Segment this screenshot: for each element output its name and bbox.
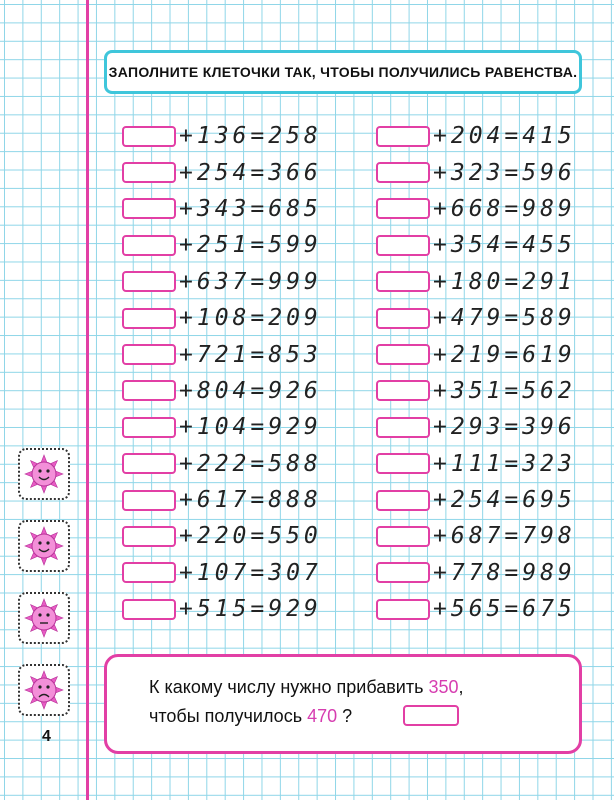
blank-answer-box[interactable] [376, 235, 430, 256]
equation-row [122, 518, 342, 554]
equation-expression: +515=929 [179, 596, 322, 623]
sun-face-neutral-icon [22, 596, 66, 640]
blank-answer-box[interactable] [376, 308, 430, 329]
equation-row [376, 154, 596, 190]
blank-answer-box[interactable] [122, 162, 176, 183]
sun-face-smile-icon [22, 452, 66, 496]
equation-expression: +219=619 [433, 341, 576, 368]
equation-row [376, 336, 596, 372]
blank-answer-box[interactable] [376, 562, 430, 583]
equation-row [376, 191, 596, 227]
equation-expression: +354=455 [433, 232, 576, 259]
equation-row [122, 591, 342, 627]
blank-answer-box[interactable] [122, 126, 176, 147]
blank-answer-box[interactable] [376, 271, 430, 292]
equation-row [376, 409, 596, 445]
equations-left-column [122, 118, 342, 627]
task-instruction [104, 50, 582, 94]
equation-row [376, 482, 596, 518]
question-line-1: К какому числу нужно прибавить 350, [149, 677, 464, 697]
blank-answer-box[interactable] [122, 526, 176, 547]
blank-answer-box[interactable] [122, 344, 176, 365]
equation-row [122, 336, 342, 372]
blank-answer-box[interactable] [122, 453, 176, 474]
self-check-card[interactable] [18, 448, 70, 500]
equation-row [122, 373, 342, 409]
equation-expression: +351=562 [433, 377, 576, 404]
equation-expression: +293=396 [433, 414, 576, 441]
equation-row [376, 300, 596, 336]
equation-row [376, 227, 596, 263]
equation-row [122, 191, 342, 227]
equation-expression: +323=596 [433, 159, 576, 186]
self-check-icons [18, 448, 74, 736]
equation-row [376, 591, 596, 627]
blank-answer-box[interactable] [122, 599, 176, 620]
equation-expression: +254=695 [433, 487, 576, 514]
equation-expression: +111=323 [433, 450, 576, 477]
blank-answer-box[interactable] [122, 235, 176, 256]
equation-expression: +180=291 [433, 268, 576, 295]
addend-number: 350 [428, 677, 459, 697]
equation-expression: +565=675 [433, 596, 576, 623]
blank-answer-box[interactable] [376, 380, 430, 401]
equation-expression: +721=853 [179, 341, 322, 368]
equation-expression: +222=588 [179, 450, 322, 477]
blank-answer-box[interactable] [376, 344, 430, 365]
equation-expression: +479=589 [433, 305, 576, 332]
equation-row [122, 409, 342, 445]
blank-answer-box[interactable] [376, 417, 430, 438]
answer-input-box[interactable] [403, 705, 459, 726]
equation-row [122, 154, 342, 190]
equation-expression: +343=685 [179, 195, 322, 222]
equation-expression: +778=989 [433, 559, 576, 586]
blank-answer-box[interactable] [376, 198, 430, 219]
blank-answer-box[interactable] [122, 271, 176, 292]
question-line-2: чтобы получилось 470 ? [149, 706, 353, 726]
equation-expression: +136=258 [179, 123, 322, 150]
equation-row [122, 482, 342, 518]
equation-row [122, 555, 342, 591]
blank-answer-box[interactable] [376, 162, 430, 183]
page-number: 4 [42, 728, 51, 745]
blank-answer-box[interactable] [376, 453, 430, 474]
equation-expression: +804=926 [179, 377, 322, 404]
equation-row [376, 518, 596, 554]
sun-face-sad-icon [22, 668, 66, 712]
equations-right-column [376, 118, 596, 627]
sun-face-smile-icon [22, 524, 66, 568]
equation-expression: +637=999 [179, 268, 322, 295]
equation-row [376, 373, 596, 409]
equation-expression: +108=209 [179, 305, 322, 332]
blank-answer-box[interactable] [122, 562, 176, 583]
self-check-card[interactable] [18, 520, 70, 572]
blank-answer-box[interactable] [376, 490, 430, 511]
blank-answer-box[interactable] [122, 198, 176, 219]
equation-expression: +104=929 [179, 414, 322, 441]
equation-row [376, 555, 596, 591]
equation-expression: +254=366 [179, 159, 322, 186]
margin-line [86, 0, 89, 800]
equation-expression: +107=307 [179, 559, 322, 586]
blank-answer-box[interactable] [376, 526, 430, 547]
equation-row [122, 300, 342, 336]
task-instruction-text: ЗАПОЛНИТЕ КЛЕТОЧКИ ТАК, ЧТОБЫ ПОЛУЧИЛИСЬ РАВЕНСТВА. [108, 64, 578, 80]
equation-expression: +204=415 [433, 123, 576, 150]
equation-row [122, 264, 342, 300]
equation-expression: +668=989 [433, 195, 576, 222]
equation-row [376, 446, 596, 482]
equation-row [376, 264, 596, 300]
equation-row [122, 227, 342, 263]
blank-answer-box[interactable] [122, 490, 176, 511]
self-check-card[interactable] [18, 664, 70, 716]
blank-answer-box[interactable] [122, 417, 176, 438]
blank-answer-box[interactable] [122, 380, 176, 401]
equation-expression: +251=599 [179, 232, 322, 259]
equation-expression: +220=550 [179, 523, 322, 550]
blank-answer-box[interactable] [376, 126, 430, 147]
sum-number: 470 [307, 706, 338, 726]
equation-row [376, 118, 596, 154]
equation-expression: +617=888 [179, 487, 322, 514]
question-box [104, 654, 582, 754]
blank-answer-box[interactable] [122, 308, 176, 329]
equation-row [122, 118, 342, 154]
self-check-card[interactable] [18, 592, 70, 644]
blank-answer-box[interactable] [376, 599, 430, 620]
equation-row [122, 446, 342, 482]
equation-expression: +687=798 [433, 523, 576, 550]
